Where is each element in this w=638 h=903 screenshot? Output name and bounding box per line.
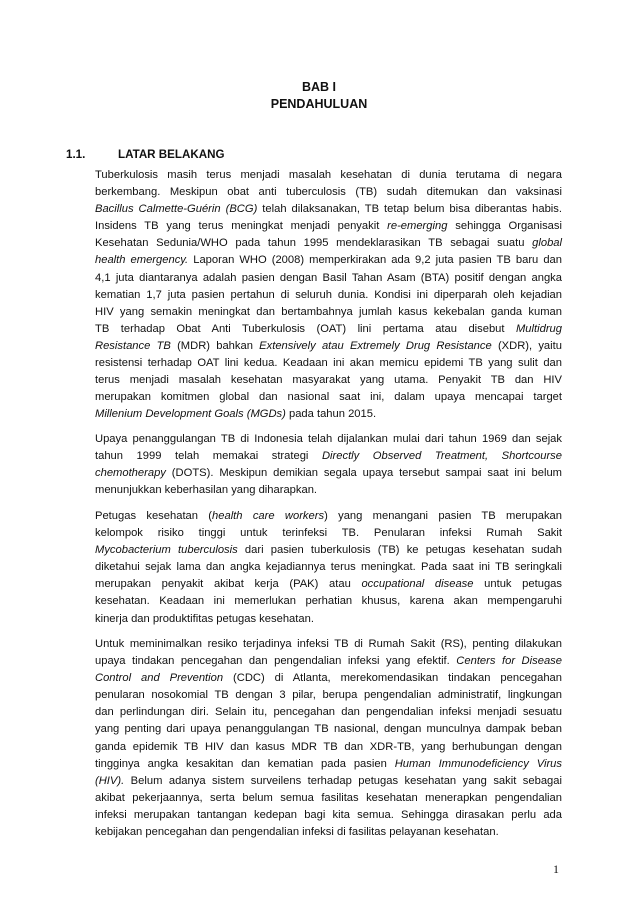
section-number: 1.1.: [66, 148, 86, 161]
italic-term: Extensively atau Extremely Drug Resistance: [259, 339, 492, 352]
text-run: Upaya penanggulangan TB di Indonesia telah dijalankan mulai dari tahun 1969 dan sejak: [95, 433, 562, 445]
text-line: [95, 721, 562, 738]
text-line: [95, 482, 562, 499]
text-run: sehingga Organisasi: [447, 220, 562, 233]
text-line: [95, 167, 562, 184]
text-line: [95, 790, 562, 807]
text-line: [95, 636, 562, 653]
italic-term: Human Immunodeficiency Virus: [394, 757, 563, 770]
text-line: [95, 756, 562, 773]
text-run: (MDR) bahkan: [170, 339, 260, 352]
text-run: Untuk meminimalkan resiko terjadinya infeksi TB di Rumah Sakit (RS), penting dilakukan: [95, 638, 562, 650]
text-run: kelompok risiko tinggi untuk terinfeksi TB. Penularan infeksi Rumah Sakit: [95, 527, 562, 540]
italic-term: global: [532, 237, 562, 250]
text-run: (XDR), yaitu: [491, 339, 562, 352]
text-run: telah dilaksanakan, TB tetap belum bisa diberantas habis.: [257, 203, 562, 216]
chapter-label: BAB I: [301, 80, 337, 94]
italic-term: Bacillus Calmette-Guérin (BCG): [95, 203, 258, 216]
text-run: Kesehatan Sedunia/WHO pada tahun 1995 mendeklarasikan TB sebagai suatu: [95, 237, 533, 250]
text-line: [95, 321, 562, 338]
text-run: merupakan penyakit akibat kerja (PAK) atau: [95, 578, 362, 591]
text-run: Insidens TB yang terus meningkat menjadi penyakit: [95, 220, 388, 233]
text-line: [95, 739, 562, 756]
text-run: infeksi merupakan tantangan kedepan bagi kita semua. Sehingga dirasakan perlu ada: [95, 808, 562, 821]
text-line: [95, 252, 562, 269]
italic-term: Resistance TB: [95, 339, 171, 352]
text-run: dari pasien tuberkulosis (TB) ke petugas kesehatan sudah: [237, 544, 562, 557]
text-line: [95, 201, 562, 218]
page-number: 1: [553, 862, 559, 876]
italic-term: Millenium Development Goals (MGDs): [95, 408, 286, 421]
paragraph: [95, 508, 562, 628]
text-line: [95, 389, 562, 406]
text-line: [95, 824, 562, 841]
text-line: [95, 372, 562, 389]
text-run: merupakan komitmen global dan nasional saat ini, dalam upaya mencapai target: [95, 391, 562, 404]
text-line: [95, 184, 562, 201]
italic-term: Directly Observed Treatment, Shortcourse: [321, 450, 562, 463]
text-line: [95, 593, 562, 610]
text-run: dan perlindungan diri. Selain itu, pencegahan dan pengendalian infeksi menjadi sesuatu: [95, 706, 562, 719]
italic-term: Multidrug: [515, 322, 562, 335]
text-run: akibat pekerjaannya, serta belum semua fasilitas kesehatan menerapkan pengendalian: [95, 791, 562, 804]
text-run: pada tahun 2015.: [285, 408, 377, 421]
text-run: 4,1 juta diantaranya adalah pasien dengan Basil Tahan Asam (BTA) positif dengan angka: [95, 271, 562, 284]
paragraph: [95, 636, 562, 841]
text-line: [95, 704, 562, 721]
section-title: LATAR BELAKANG: [118, 148, 225, 161]
text-line: [95, 807, 562, 824]
text-line: [95, 465, 562, 482]
text-line: [95, 235, 562, 252]
italic-term: Centers for Disease: [456, 655, 562, 668]
text-line: [95, 525, 562, 542]
text-line: [95, 270, 562, 287]
text-run: Tuberkulosis masih terus menjadi masalah kesehatan di dunia terutama di negara: [95, 169, 562, 181]
text-run: kematian 1,7 juta pasien pertahun di seluruh dunia. Kondisi ini diperparah oleh kejadian: [95, 288, 562, 301]
text-run: Petugas kesehatan (: [95, 510, 213, 522]
text-line: [95, 431, 562, 448]
text-line: [95, 508, 562, 525]
text-line: [95, 287, 562, 304]
text-run: kesehatan. Keadaan ini memerlukan perhatian khusus, karena akan mempengaruhi: [95, 595, 562, 608]
text-run: HIV yang semakin meningkat dan bertambahnya jumlah kasus kekebalan ganda kuman: [95, 305, 562, 318]
italic-term: health care workers: [212, 510, 325, 522]
text-run: upaya tindakan pencegahan dan pengendalian infeksi yang efektif.: [95, 655, 457, 668]
text-run: Laporan WHO (2008) memperkirakan ada 9,2 juta pasien TB baru dan: [188, 254, 562, 267]
text-line: [95, 687, 562, 704]
text-run: ganda epidemik TB HIV dan kasus MDR TB dan XDR-TB, yang berhubungan dengan: [95, 740, 562, 753]
text-run: yang penting dari upaya penanggulangan TB nasional, dengan munculnya dampak beban: [95, 723, 562, 736]
text-line: [95, 653, 562, 670]
text-run: tahun 1999 telah memakai strategi: [95, 450, 322, 463]
text-line: [95, 559, 562, 576]
text-line: [95, 355, 562, 372]
text-run: terus menjadi masalah kesehatan masyarakat yang utama. Penyakit TB dan HIV: [95, 374, 562, 387]
text-run: kebijakan pencegahan dan pengendalian infeksi di fasilitas pelayanan kesehatan.: [95, 826, 499, 839]
text-run: untuk petugas: [473, 578, 562, 591]
text-line: [95, 611, 562, 628]
text-run: (DOTS). Meskipun demikian segala upaya tersebut sampai saat ini belum: [165, 467, 562, 480]
section-heading: [66, 148, 224, 161]
text-line: [95, 406, 562, 423]
text-run: TB terhadap Obat Anti Tuberkulosis (OAT) lini pertama atau disebut: [95, 322, 516, 335]
italic-term: Mycobacterium tuberculosis: [95, 544, 238, 557]
text-line: [95, 304, 562, 321]
text-line: [95, 218, 562, 235]
italic-term: occupational disease: [361, 578, 474, 591]
chapter-title: PENDAHULUAN: [270, 97, 368, 111]
text-run: kinerja dan produktifitas petugas kesehatan.: [95, 612, 314, 625]
text-line: [95, 670, 562, 687]
text-run: (CDC) di Atlanta, merekomendasikan tindakan pencegahan: [223, 672, 562, 685]
italic-term: Control and Prevention: [95, 672, 224, 685]
text-line: [95, 576, 562, 593]
text-run: berkembang. Meskipun obat anti tuberculosis (TB) sudah ditemukan dan vaksinasi: [95, 186, 562, 199]
text-run: menunjukkan keberhasilan yang diharapkan.: [95, 484, 318, 497]
italic-term: chemotherapy: [95, 467, 166, 480]
paragraph: [95, 431, 562, 499]
text-line: [95, 542, 562, 559]
italic-term: re-emerging: [387, 220, 448, 233]
text-run: resistensi terhadap OAT lini kedua. Keadaan ini akan memicu epidemi TB yang sulit dan: [95, 357, 562, 370]
italic-term: (HIV).: [95, 774, 125, 787]
italic-term: health emergency.: [95, 254, 189, 267]
text-run: diketahui sejak lama dan angka kejadiannya terus meningkat. Pada saat ini TB seringkali: [95, 561, 562, 574]
text-run: Belum adanya sistem surveilens terhadap petugas kesehatan yang sakit sebagai: [124, 774, 562, 787]
paragraph: [95, 167, 562, 423]
text-line: [95, 773, 562, 790]
text-line: [95, 448, 562, 465]
text-run: tingginya angka kesakitan dan kematian pada pasien: [95, 757, 395, 770]
text-run: ) yang menangani pasien TB merupakan: [324, 510, 562, 522]
text-line: [95, 338, 562, 355]
text-run: penularan nosokomial TB dengan 3 pilar, berupa pengendalian administratif, lingkungan: [95, 689, 562, 702]
